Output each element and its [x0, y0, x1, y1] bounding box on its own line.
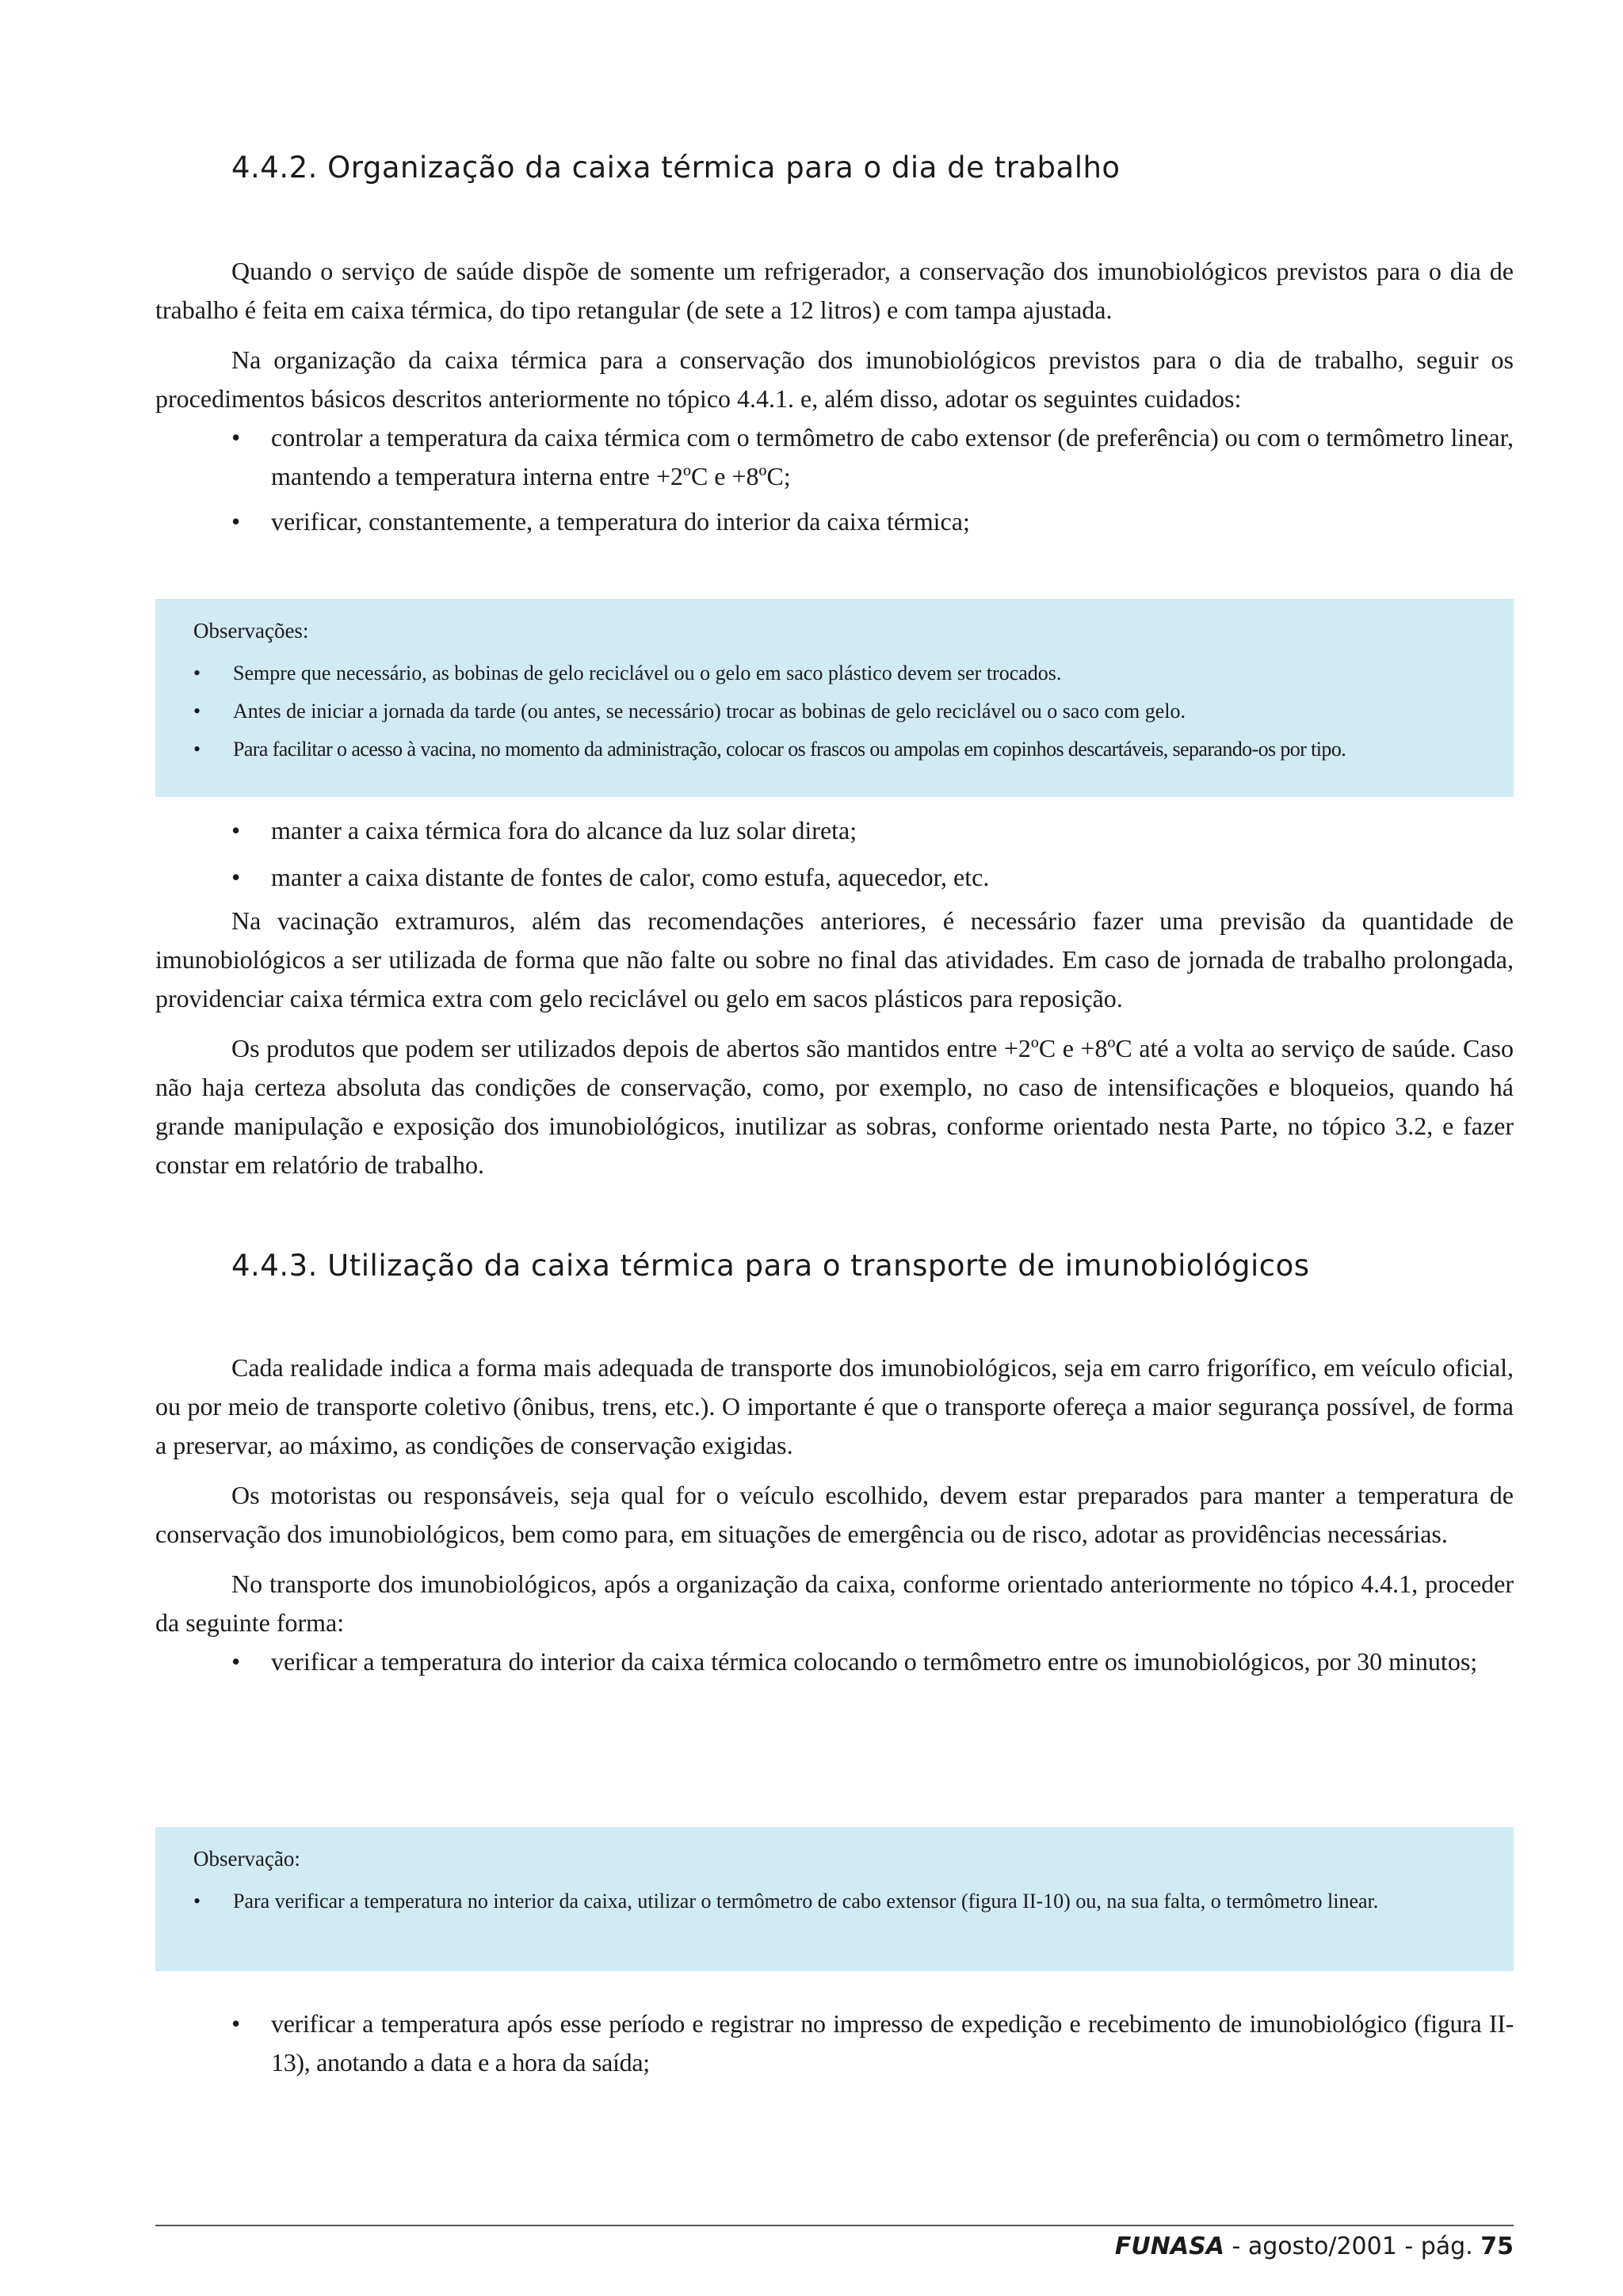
- paragraph: Cada realidade indica a forma mais adequada de transporte dos imunobiológicos, seja em carro frigorífico, em veículo oficial, ou por meio de transporte coletivo (ônibus, trens, etc.). O importante é que o transporte ofereça a maior segurança possível, de forma a preservar, ao máximo, as condições de conservação exigidas.: [155, 1353, 1514, 1459]
- footer-brand: FUNASA: [1114, 2233, 1224, 2260]
- observation-box: [155, 1827, 1514, 1971]
- observation-item: • Antes de iniciar a jornada da tarde (ou antes, se necessário) trocar as bobinas de gelo reciclável ou o saco com gelo.: [193, 692, 1474, 730]
- section-heading-4-4-2: 4.4.2. Organização da caixa térmica para o dia de trabalho: [231, 151, 1121, 185]
- paragraph: Na vacinação extramuros, além das recomendações anteriores, é necessário fazer uma previsão da quantidade de imunobiológicos a ser utilizada de forma que não falte ou sobre no final das atividades. Em caso de jornada de trabalho prolongada, providenciar caixa térmica extra com gelo reciclável ou gelo em sacos plásticos para reposição.: [155, 906, 1514, 1013]
- bullet-icon: •: [193, 1890, 201, 1913]
- observation-item: • Para verificar a temperatura no interior da caixa, utilizar o termômetro de cabo extensor (figura II-10) ou, na sua falta, o termômetro linear.: [193, 1882, 1474, 1920]
- list-item: • verificar, constantemente, a temperatura do interior da caixa térmica;: [155, 502, 1514, 541]
- observation-list: [193, 1882, 1474, 1920]
- bullet-icon: •: [231, 423, 241, 452]
- paragraph: Os produtos que podem ser utilizados depois de abertos são mantidos entre +2ºC e +8ºC até a volta ao serviço de saúde. Caso não haja certeza absoluta das condições de conservação, como, por exemplo, no caso de intensificações e bloqueios, quando há grande manipulação e exposição dos imunobiológicos, inutilizar as sobras, conforme orientado nesta Parte, no tópico 3.2, e fazer constar em relatório de trabalho.: [155, 1034, 1514, 1179]
- bullet-list: [155, 1642, 1514, 1681]
- section-heading-4-4-3: 4.4.3. Utilização da caixa térmica para o transporte de imunobiológicos: [231, 1249, 1310, 1283]
- bullet-list: [155, 418, 1514, 541]
- section-4-4-2-body-cont: [155, 811, 1514, 1184]
- bullet-list: [155, 811, 1514, 897]
- bullet-icon: •: [193, 738, 200, 761]
- page-number: 75: [1480, 2233, 1514, 2260]
- observation-item: • Sempre que necessário, as bobinas de gelo reciclável ou o gelo em saco plástico devem ser trocados.: [193, 654, 1474, 692]
- paragraph: Na organização da caixa térmica para a conservação dos imunobiológicos previstos para o dia de trabalho, seguir os procedimentos básicos descritos anteriormente no tópico 4.4.1. e, além disso, adotar os seguintes cuidados:: [155, 345, 1514, 413]
- bullet-icon: •: [231, 1647, 241, 1676]
- paragraph: Quando o serviço de saúde dispõe de somente um refrigerador, a conservação dos imunobiológicos previstos para o dia de trabalho é feita em caixa térmica, do tipo retangular (de sete a 12 litros) e com tampa ajustada.: [155, 257, 1514, 324]
- footer-date: - agosto/2001 - pág.: [1224, 2233, 1481, 2260]
- list-item: • verificar a temperatura após esse período e registrar no impresso de expedição e recebimento de imunobiológico (figura II-13), anotando a data e a hora da saída;: [155, 2004, 1514, 2082]
- bullet-icon: •: [193, 700, 201, 723]
- bullet-icon: •: [193, 662, 201, 685]
- list-item: • manter a caixa térmica fora do alcance da luz solar direta;: [155, 811, 1514, 850]
- observation-title: Observação:: [193, 1847, 300, 1871]
- section-4-4-3-body-cont: [155, 2004, 1514, 2082]
- footer-rule: [155, 2225, 1514, 2226]
- list-item: • verificar a temperatura do interior da caixa térmica colocando o termômetro entre os imunobiológicos, por 30 minutos;: [155, 1642, 1514, 1681]
- list-item: • manter a caixa distante de fontes de calor, como estufa, aquecedor, etc.: [155, 858, 1514, 897]
- bullet-icon: •: [231, 507, 241, 536]
- paragraph: Os motoristas ou responsáveis, seja qual for o veículo escolhido, devem estar preparados para manter a temperatura de conservação dos imunobiológicos, bem como para, em situações de emergência ou de risco, adotar as providências necessárias.: [155, 1481, 1514, 1548]
- bullet-list: [155, 2004, 1514, 2082]
- observation-item: • Para facilitar o acesso à vacina, no momento da administração, colocar os frascos ou ampolas em copinhos descartáveis, separando-os por tipo.: [193, 730, 1474, 769]
- bullet-icon: •: [231, 863, 241, 891]
- bullet-icon: •: [231, 816, 241, 845]
- bullet-icon: •: [231, 2009, 240, 2038]
- section-4-4-2-body: [155, 252, 1514, 541]
- section-4-4-3-body: [155, 1348, 1514, 1681]
- list-item: • controlar a temperatura da caixa térmica com o termômetro de cabo extensor (de preferência) ou com o termômetro linear, mantendo a temperatura interna entre +2ºC e +8ºC;: [155, 418, 1514, 496]
- observation-box: [155, 599, 1514, 797]
- page-footer: [1115, 2233, 1514, 2260]
- observation-title: Observações:: [193, 619, 309, 643]
- paragraph: No transporte dos imunobiológicos, após a organização da caixa, conforme orientado anteriormente no tópico 4.4.1, proceder da seguinte forma:: [155, 1569, 1514, 1637]
- observation-list: [193, 654, 1474, 769]
